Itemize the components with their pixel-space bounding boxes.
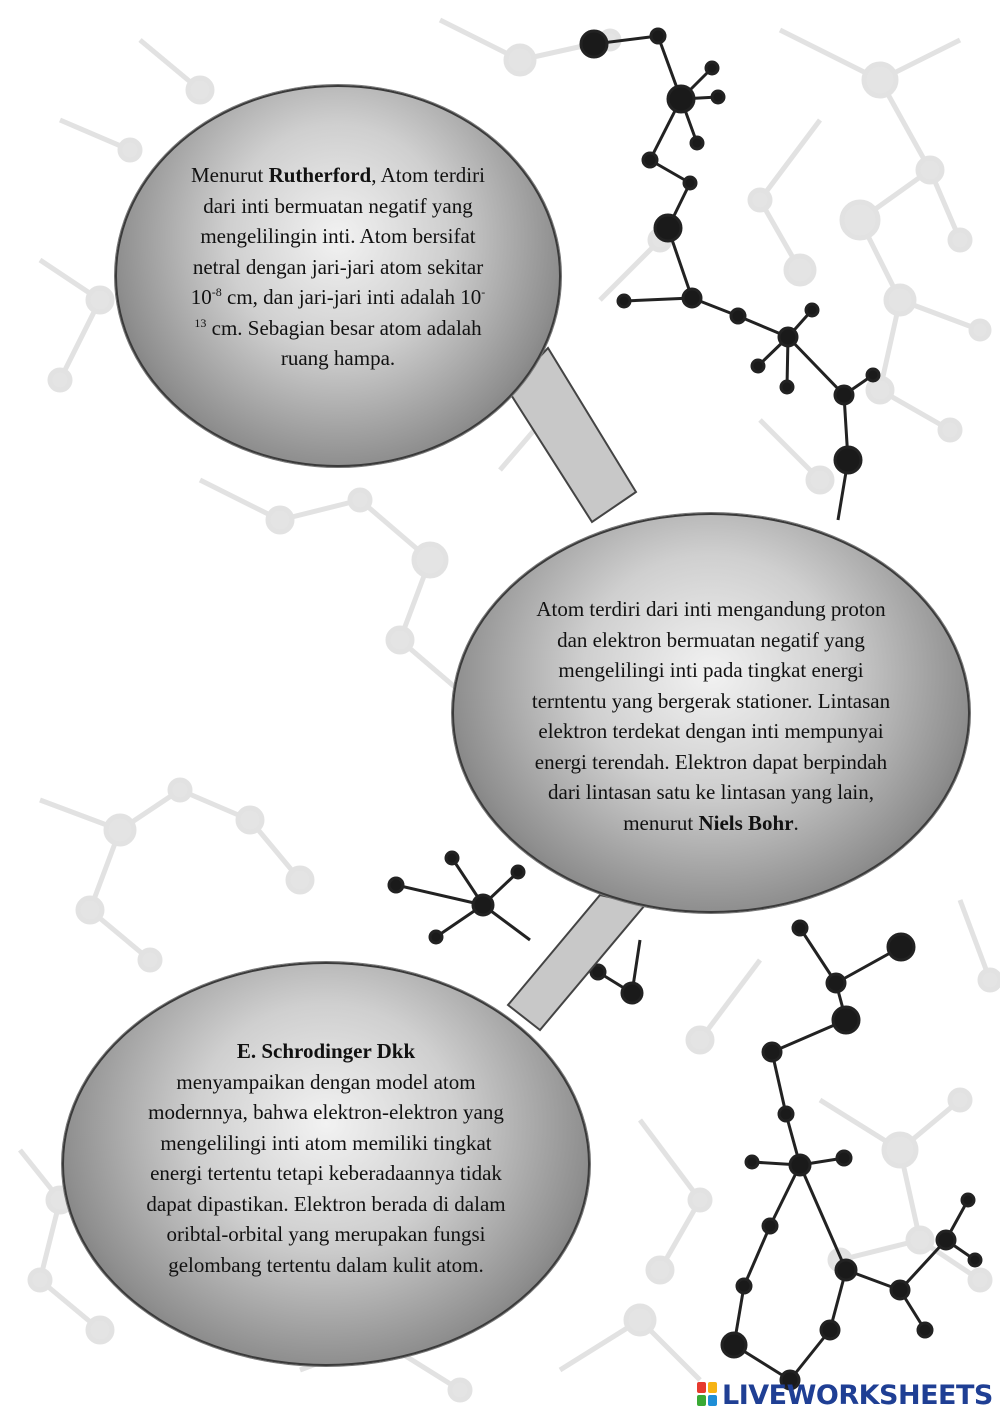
bohr-end: . bbox=[793, 810, 799, 835]
rutherford-text-c: cm. Sebagian besar atom adalah ruang hampa. bbox=[206, 315, 482, 371]
bohr-bubble bbox=[452, 513, 970, 913]
rutherford-intro: Menurut bbox=[191, 163, 269, 188]
rutherford-text-a: , Atom terdiri dari inti bermuatan negatif yang mengelilingin inti. Atom bersifat netral dengan jari-jari atom sekitar 10 bbox=[190, 163, 485, 310]
rutherford-exponent-a: -8 bbox=[211, 285, 222, 300]
rutherford-exponent-b: -13 bbox=[194, 285, 486, 330]
schrodinger-text bbox=[136, 1036, 516, 1280]
schrodinger-body: menyampaikan dengan model atom modernnya, bahwa elektron-elektron yang mengelilingi inti atom memiliki tingkat energi tertentu tetapi keberadaannya tidak dapat dipastikan. Elektron berada di dalam oribtal-orbital yang merupakan fungsi gelombang tertentu dalam kulit atom. bbox=[146, 1069, 506, 1277]
bohr-body: Atom terdiri dari inti mengandung proton dan elektron bermuatan negatif yang mengelilingi inti pada tingkat energi terntentu yang bergerak stationer. Lintasan elektron terdekat dengan inti mempunyai energi terendah. Elektron dapat berpindah dari lintasan satu ke lintasan yang lain, menurut bbox=[531, 597, 891, 835]
liveworksheets-brand-text: LIVEWORKSHEETS bbox=[722, 1379, 993, 1411]
bohr-name: Niels Bohr bbox=[698, 810, 794, 835]
rutherford-text bbox=[188, 160, 488, 374]
liveworksheets-logo[interactable] bbox=[697, 1380, 993, 1410]
rutherford-name: Rutherford bbox=[268, 163, 372, 188]
liveworksheets-logo-icon bbox=[697, 1382, 719, 1408]
rutherford-bubble bbox=[115, 85, 561, 467]
connector-bottom bbox=[508, 895, 645, 1030]
rutherford-text-b: cm, dan jari-jari inti adalah 10 bbox=[221, 285, 482, 310]
bohr-text bbox=[531, 594, 891, 838]
schrodinger-bubble bbox=[62, 962, 590, 1366]
schrodinger-name: E. Schrodinger Dkk bbox=[236, 1039, 416, 1063]
